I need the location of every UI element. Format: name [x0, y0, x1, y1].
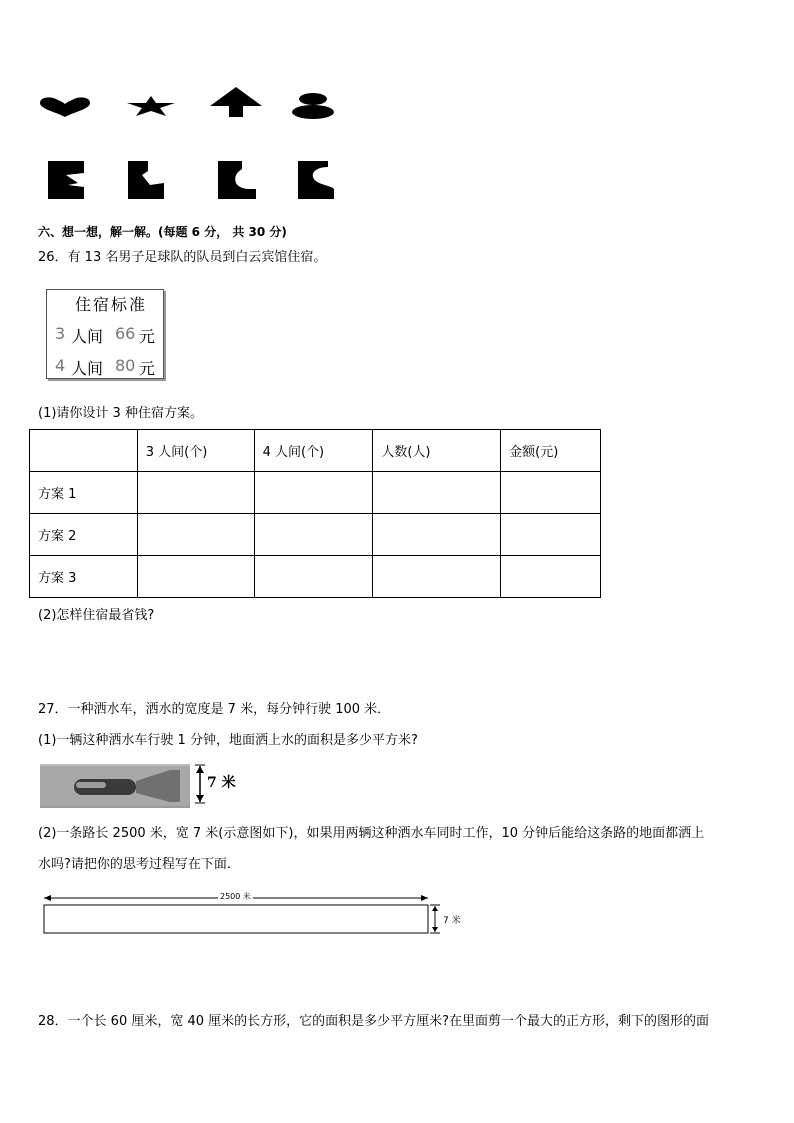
rate-row2-unit: 人间: [71, 359, 104, 378]
width-arrow-icon: [193, 764, 207, 804]
table-row: [30, 472, 601, 514]
table-cell[interactable]: [254, 514, 373, 556]
rate-row1-currency: 元: [139, 327, 156, 346]
table-cell[interactable]: [501, 472, 601, 514]
plan-label: 方案 2: [30, 514, 138, 556]
table-header-cell: [30, 430, 138, 472]
question-27-part2-line1: (2)一条路长 2500 米，宽 7 米(示意图如下)，如果用两辆这种洒水车同时工作，10 分钟后能给这条路的地面都洒上: [38, 826, 705, 841]
plan-label: 方案 3: [30, 556, 138, 598]
table-cell[interactable]: [137, 472, 254, 514]
rate-row2-num: 4: [55, 356, 66, 375]
table-cell[interactable]: [254, 472, 373, 514]
table-cell[interactable]: [137, 514, 254, 556]
question-28-text: 28．一个长 60 厘米，宽 40 厘米的长方形，它的面积是多少平方厘米?在里面剪一个最大的正方形，剩下的图形的面: [38, 1014, 710, 1029]
rate-standard-box: [46, 289, 164, 379]
table-header-cell: 4 人间(个): [254, 430, 373, 472]
rate-row1-price: 66: [115, 324, 136, 343]
table-row: [30, 556, 601, 598]
table-cell[interactable]: [373, 472, 501, 514]
road-width-label: 7 米: [443, 916, 461, 926]
table-cell[interactable]: [254, 556, 373, 598]
truck-width-label: 7 米: [207, 775, 236, 791]
table-header-cell: 人数(人): [373, 430, 501, 472]
question-27-part2-line2: 水吗?请把你的思考过程写在下面．: [38, 857, 240, 872]
cut-block-4-icon: [298, 161, 334, 199]
plan-table: [29, 429, 601, 598]
plan-label: 方案 1: [30, 472, 138, 514]
rate-row1-num: 3: [55, 324, 66, 343]
question-26-part1: (1)请你设计 3 种住宿方案。: [38, 406, 203, 421]
question-27-part1: (1)一辆这种洒水车行驶 1 分钟，地面洒上水的面积是多少平方米?: [38, 733, 418, 748]
rate-row1-unit: 人间: [71, 327, 104, 346]
table-cell[interactable]: [137, 556, 254, 598]
question-26-part2: (2)怎样住宿最省钱?: [38, 608, 155, 623]
table-header-cell: 3 人间(个): [137, 430, 254, 472]
water-truck-photo: [40, 764, 190, 808]
table-cell[interactable]: [373, 514, 501, 556]
rate-row2-currency: 元: [139, 359, 156, 378]
cut-block-2-icon: [128, 161, 164, 199]
table-cell[interactable]: [501, 514, 601, 556]
road-length-label: 2500 米: [220, 892, 251, 901]
arrow-up-icon: [209, 86, 263, 118]
table-cell[interactable]: [373, 556, 501, 598]
table-row: [30, 514, 601, 556]
rate-row2-price: 80: [115, 356, 136, 375]
question-27-text: 27．一种洒水车，洒水的宽度是 7 米，每分钟行驶 100 米．: [38, 702, 391, 717]
star-icon: [126, 95, 176, 117]
heart-icon: [38, 96, 92, 118]
cut-block-3-icon: [218, 161, 256, 199]
table-cell[interactable]: [501, 556, 601, 598]
cut-block-1-icon: [48, 161, 84, 199]
table-header-row: [30, 430, 601, 472]
water-truck-icon: [40, 764, 190, 808]
section-title: 六、想一想，解一解。(每题 6 分， 共 30 分): [38, 225, 287, 239]
figure-eight-icon: [290, 92, 336, 120]
table-header-cell: 金额(元): [501, 430, 601, 472]
rate-box-title: 住宿标准: [75, 295, 148, 314]
question-26-text: 26．有 13 名男子足球队的队员到白云宾馆住宿。: [38, 250, 327, 265]
